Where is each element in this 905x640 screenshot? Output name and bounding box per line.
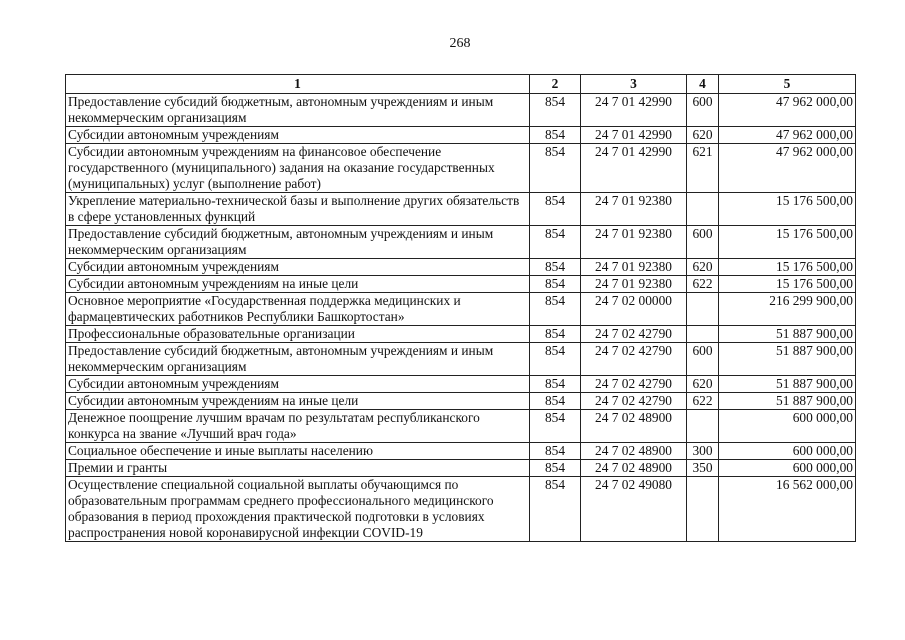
row-amount-cell: 47 962 000,00	[719, 127, 856, 144]
row-ministry-cell: 854	[530, 127, 581, 144]
row-ministry-cell: 854	[530, 193, 581, 226]
row-target-cell: 24 7 01 92380	[581, 226, 687, 259]
row-name-cell: Субсидии автономным учреждениям	[66, 127, 530, 144]
row-name-cell: Субсидии автономным учреждениям на иные цели	[66, 276, 530, 293]
row-amount-cell: 15 176 500,00	[719, 259, 856, 276]
row-ministry-cell: 854	[530, 393, 581, 410]
row-name-cell: Осуществление специальной социальной выплаты обучающимся по образовательным программам среднего профессионального медицинского образования в период прохождения практической подготовки в условиях распространения новой коронавирусной инфекции COVID-19	[66, 477, 530, 542]
row-name-cell: Премии и гранты	[66, 460, 530, 477]
row-amount-cell: 216 299 900,00	[719, 293, 856, 326]
row-amount-cell: 15 176 500,00	[719, 226, 856, 259]
row-amount-cell: 51 887 900,00	[719, 393, 856, 410]
row-amount-cell: 15 176 500,00	[719, 276, 856, 293]
row-target-cell: 24 7 02 42790	[581, 393, 687, 410]
row-amount-cell: 15 176 500,00	[719, 193, 856, 226]
row-name-cell: Социальное обеспечение и иные выплаты населению	[66, 443, 530, 460]
row-name-cell: Предоставление субсидий бюджетным, автономным учреждениям и иным некоммерческим организациям	[66, 226, 530, 259]
row-target-cell: 24 7 01 42990	[581, 144, 687, 193]
row-type-cell: 620	[687, 259, 719, 276]
row-type-cell	[687, 410, 719, 443]
row-type-cell	[687, 326, 719, 343]
table-row	[66, 443, 856, 460]
table-row	[66, 410, 856, 443]
table-row	[66, 127, 856, 144]
row-type-cell: 622	[687, 393, 719, 410]
row-name-cell: Субсидии автономным учреждениям	[66, 376, 530, 393]
row-name-cell: Предоставление субсидий бюджетным, автономным учреждениям и иным некоммерческим организациям	[66, 343, 530, 376]
row-name-cell: Предоставление субсидий бюджетным, автономным учреждениям и иным некоммерческим организациям	[66, 94, 530, 127]
row-ministry-cell: 854	[530, 326, 581, 343]
row-type-cell: 600	[687, 94, 719, 127]
table-row	[66, 259, 856, 276]
row-type-cell	[687, 193, 719, 226]
column-header-type: 4	[687, 75, 719, 94]
table-row	[66, 226, 856, 259]
row-amount-cell: 600 000,00	[719, 410, 856, 443]
row-name-cell: Укрепление материально-технической базы и выполнение других обязательств в сфере установленных функций	[66, 193, 530, 226]
row-name-cell: Субсидии автономным учреждениям на иные цели	[66, 393, 530, 410]
row-type-cell: 620	[687, 127, 719, 144]
row-type-cell: 600	[687, 343, 719, 376]
row-ministry-cell: 854	[530, 460, 581, 477]
row-name-cell: Основное мероприятие «Государственная поддержка медицинских и фармацевтических работников Республики Башкортостан»	[66, 293, 530, 326]
row-ministry-cell: 854	[530, 477, 581, 542]
row-name-cell: Субсидии автономным учреждениям	[66, 259, 530, 276]
table-row	[66, 477, 856, 542]
row-type-cell: 622	[687, 276, 719, 293]
row-ministry-cell: 854	[530, 144, 581, 193]
column-header-ministry: 2	[530, 75, 581, 94]
row-amount-cell: 600 000,00	[719, 443, 856, 460]
column-header-name: 1	[66, 75, 530, 94]
table-row	[66, 376, 856, 393]
row-ministry-cell: 854	[530, 343, 581, 376]
row-target-cell: 24 7 02 00000	[581, 293, 687, 326]
row-type-cell	[687, 293, 719, 326]
table-row	[66, 276, 856, 293]
row-name-cell: Профессиональные образовательные организации	[66, 326, 530, 343]
row-ministry-cell: 854	[530, 376, 581, 393]
row-target-cell: 24 7 01 92380	[581, 259, 687, 276]
row-target-cell: 24 7 02 48900	[581, 410, 687, 443]
table-body	[66, 94, 856, 542]
row-target-cell: 24 7 01 42990	[581, 127, 687, 144]
row-amount-cell: 47 962 000,00	[719, 94, 856, 127]
column-header-target: 3	[581, 75, 687, 94]
row-target-cell: 24 7 02 49080	[581, 477, 687, 542]
table-row	[66, 293, 856, 326]
row-target-cell: 24 7 01 42990	[581, 94, 687, 127]
row-type-cell	[687, 477, 719, 542]
row-ministry-cell: 854	[530, 443, 581, 460]
row-type-cell: 600	[687, 226, 719, 259]
row-amount-cell: 51 887 900,00	[719, 343, 856, 376]
row-amount-cell: 47 962 000,00	[719, 144, 856, 193]
row-target-cell: 24 7 01 92380	[581, 193, 687, 226]
row-ministry-cell: 854	[530, 259, 581, 276]
row-ministry-cell: 854	[530, 226, 581, 259]
table-row	[66, 326, 856, 343]
table-row	[66, 193, 856, 226]
row-target-cell: 24 7 02 48900	[581, 460, 687, 477]
row-target-cell: 24 7 02 42790	[581, 326, 687, 343]
row-name-cell: Субсидии автономным учреждениям на финансовое обеспечение государственного (муниципального) задания на оказание государственных (муниципальных) услуг (выполнение работ)	[66, 144, 530, 193]
budget-table	[65, 74, 856, 542]
table-row	[66, 393, 856, 410]
table-row	[66, 144, 856, 193]
table-header-row	[66, 75, 856, 94]
row-amount-cell: 51 887 900,00	[719, 376, 856, 393]
row-amount-cell: 16 562 000,00	[719, 477, 856, 542]
row-type-cell: 300	[687, 443, 719, 460]
page-number: 268	[449, 36, 471, 51]
row-target-cell: 24 7 02 48900	[581, 443, 687, 460]
row-type-cell: 620	[687, 376, 719, 393]
row-amount-cell: 51 887 900,00	[719, 326, 856, 343]
table-row	[66, 94, 856, 127]
row-ministry-cell: 854	[530, 276, 581, 293]
row-ministry-cell: 854	[530, 94, 581, 127]
row-ministry-cell: 854	[530, 293, 581, 326]
column-header-amount: 5	[719, 75, 856, 94]
row-target-cell: 24 7 02 42790	[581, 376, 687, 393]
table-row	[66, 460, 856, 477]
row-type-cell: 621	[687, 144, 719, 193]
row-type-cell: 350	[687, 460, 719, 477]
table-row	[66, 343, 856, 376]
row-ministry-cell: 854	[530, 410, 581, 443]
row-name-cell: Денежное поощрение лучшим врачам по результатам республиканского конкурса на звание «Лучший врач года»	[66, 410, 530, 443]
row-target-cell: 24 7 01 92380	[581, 276, 687, 293]
row-target-cell: 24 7 02 42790	[581, 343, 687, 376]
row-amount-cell: 600 000,00	[719, 460, 856, 477]
